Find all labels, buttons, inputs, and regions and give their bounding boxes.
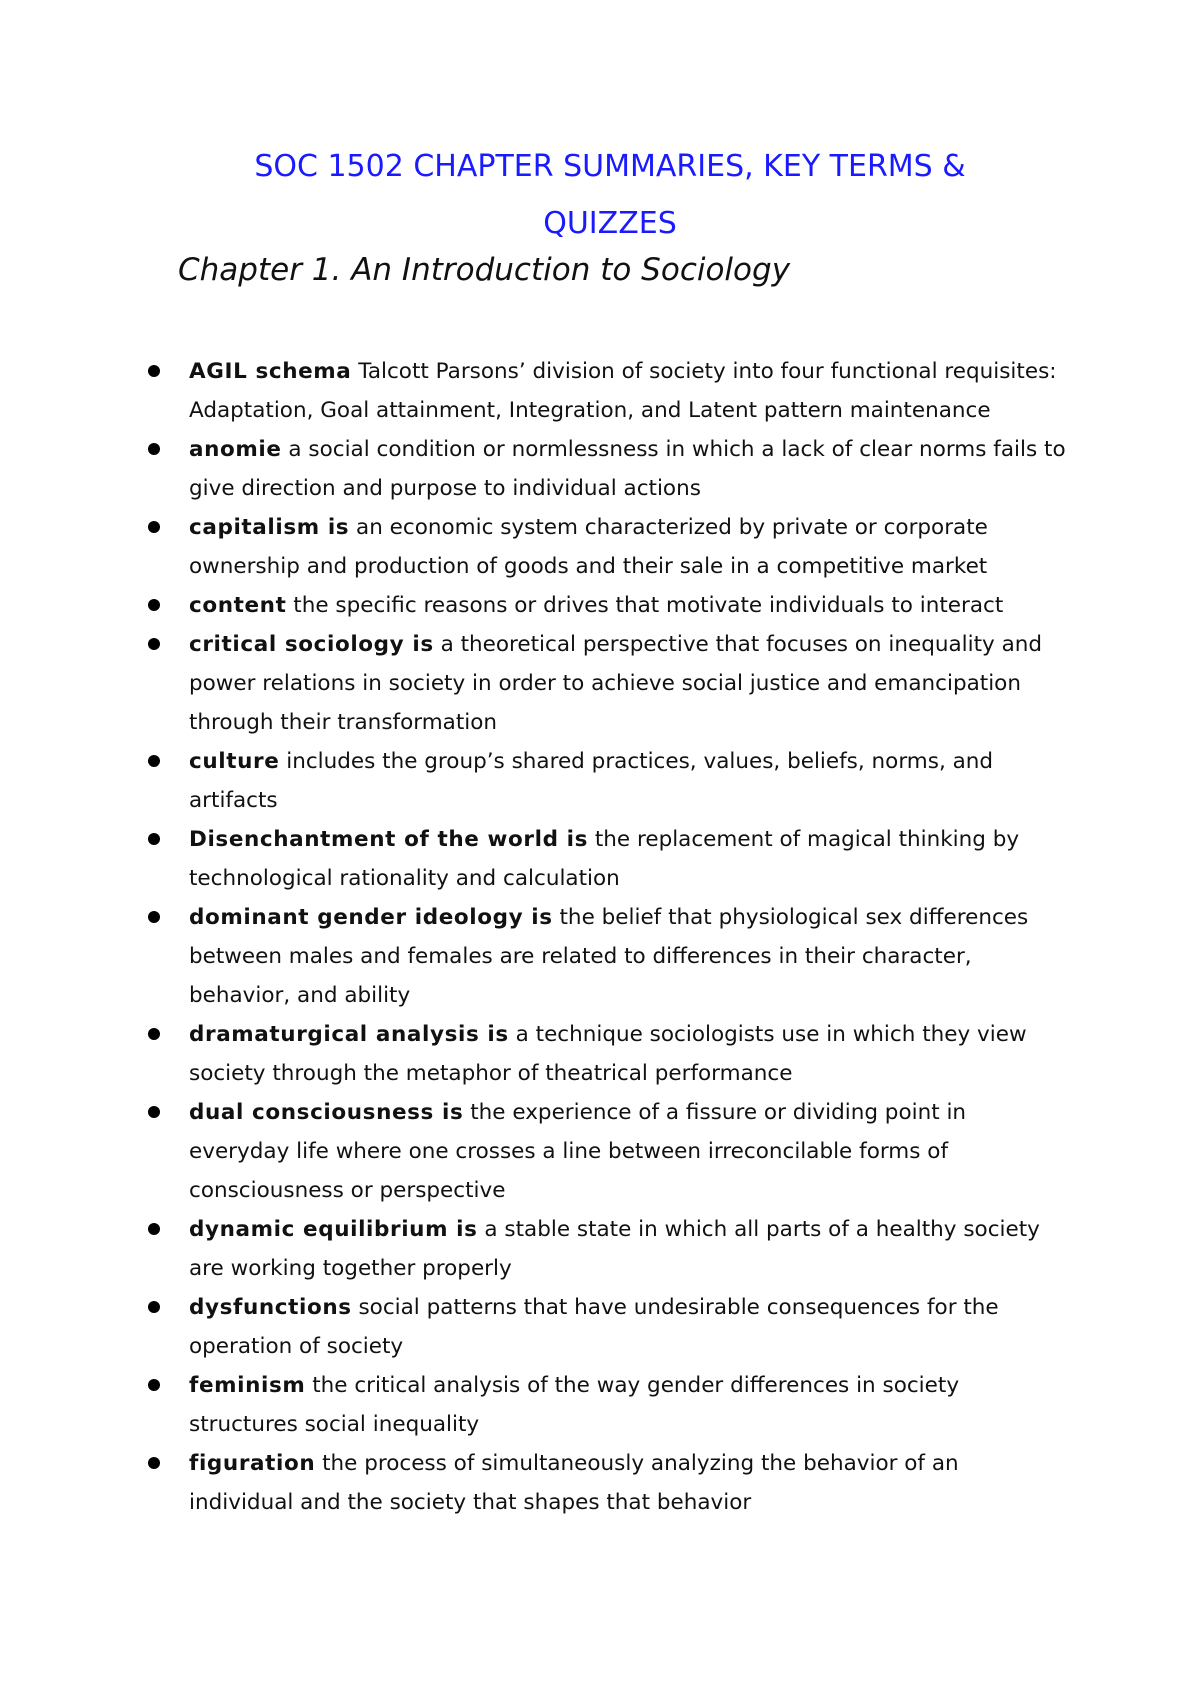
term-definition: includes the group’s shared practices, values, beliefs, norms, and artifacts — [189, 749, 994, 813]
bullet-icon — [148, 755, 160, 767]
term-name: Disenchantment of the world is — [189, 827, 589, 852]
bullet-icon — [148, 365, 160, 377]
term-name: figuration — [189, 1451, 316, 1476]
bullet-icon — [148, 911, 160, 923]
document-title — [0, 138, 1200, 252]
document-title-line-1: SOC 1502 CHAPTER SUMMARIES, KEY TERMS & — [254, 149, 966, 184]
list-item — [148, 1210, 1068, 1288]
term-definition: the critical analysis of the way gender differences in society structures social inequality — [189, 1373, 960, 1437]
list-item — [148, 1015, 1068, 1093]
term-name: dysfunctions — [189, 1295, 352, 1320]
bullet-icon — [148, 1028, 160, 1040]
bullet-icon — [148, 443, 160, 455]
term-name: dominant gender ideology is — [189, 905, 553, 930]
bullet-icon — [148, 1301, 160, 1313]
list-item — [148, 586, 1068, 625]
term-name: culture — [189, 749, 280, 774]
term-definition: Talcott Parsons’ division of society into four functional requisites: Adaptation, Goal attainment, Integration, and Latent pattern maintenance — [189, 359, 1057, 423]
term-name: content — [189, 593, 287, 618]
bullet-icon — [148, 638, 160, 650]
term-definition: a social condition or normlessness in which a lack of clear norms fails to give direction and purpose to individual actions — [189, 437, 1066, 501]
term-definition: the belief that physiological sex differences between males and females are related to differences in their character, behavior, and ability — [189, 905, 1029, 1008]
term-definition: a technique sociologists use in which they view society through the metaphor of theatrical performance — [189, 1022, 1027, 1086]
list-item — [148, 898, 1068, 1015]
bullet-icon — [148, 521, 160, 533]
term-definition: social patterns that have undesirable consequences for the operation of society — [189, 1295, 999, 1359]
term-name: dual consciousness is — [189, 1100, 464, 1125]
list-item — [148, 1288, 1068, 1366]
chapter-heading: Chapter 1. An Introduction to Sociology — [178, 252, 791, 288]
list-item — [148, 352, 1068, 430]
term-name: anomie — [189, 437, 282, 462]
term-definition: the process of simultaneously analyzing the behavior of an individual and the society that shapes that behavior — [189, 1451, 959, 1515]
term-name: feminism — [189, 1373, 306, 1398]
term-definition: a stable state in which all parts of a healthy society are working together properly — [189, 1217, 1040, 1281]
list-item — [148, 1444, 1068, 1522]
term-definition: the replacement of magical thinking by technological rationality and calculation — [189, 827, 1020, 891]
term-name: AGIL schema — [189, 359, 352, 384]
list-item — [148, 1093, 1068, 1210]
list-item — [148, 820, 1068, 898]
bullet-icon — [148, 1223, 160, 1235]
list-item — [148, 508, 1068, 586]
bullet-icon — [148, 833, 160, 845]
bullet-icon — [148, 599, 160, 611]
term-definition: the experience of a fissure or dividing point in everyday life where one crosses a line between irreconcilable forms of consciousness or perspective — [189, 1100, 967, 1203]
key-terms-list — [148, 352, 1068, 1522]
bullet-icon — [148, 1457, 160, 1469]
list-item — [148, 625, 1068, 742]
term-name: dynamic equilibrium is — [189, 1217, 478, 1242]
bullet-icon — [148, 1106, 160, 1118]
list-item — [148, 430, 1068, 508]
list-item — [148, 742, 1068, 820]
term-name: critical sociology is — [189, 632, 434, 657]
term-name: dramaturgical analysis is — [189, 1022, 509, 1047]
term-definition: the specific reasons or drives that motivate individuals to interact — [286, 593, 1004, 618]
term-definition: an economic system characterized by private or corporate ownership and production of goods and their sale in a competitive market — [189, 515, 988, 579]
term-definition: a theoretical perspective that focuses on inequality and power relations in society in order to achieve social justice and emancipation through their transformation — [189, 632, 1043, 735]
bullet-icon — [148, 1379, 160, 1391]
term-name: capitalism is — [189, 515, 350, 540]
list-item — [148, 1366, 1068, 1444]
document-title-line-2: QUIZZES — [543, 206, 677, 241]
